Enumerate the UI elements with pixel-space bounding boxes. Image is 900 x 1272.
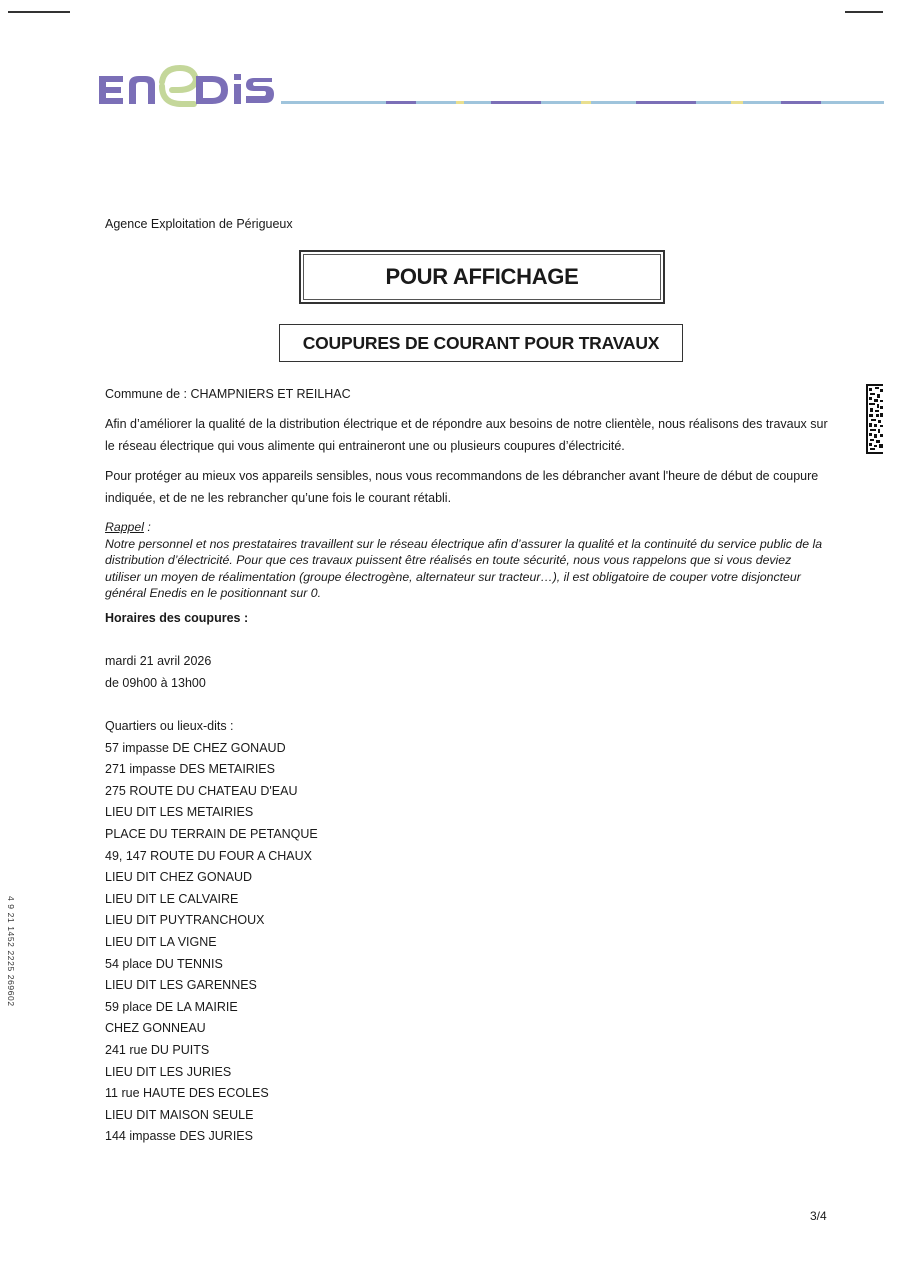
- enedis-logo: [96, 64, 281, 112]
- agency-name: Agence Exploitation de Périgueux: [105, 217, 293, 231]
- schedule-title: Horaires des coupures :: [105, 611, 249, 625]
- list-item: LIEU DIT LA VIGNE: [105, 934, 217, 949]
- list-item: LIEU DIT MAISON SEULE: [105, 1107, 254, 1122]
- reminder-block: [105, 519, 830, 602]
- list-item: LIEU DIT LES METAIRIES: [105, 805, 254, 820]
- intro-paragraph: Afin d’améliorer la qualité de la distribution électrique et de répondre aux besoins de notre clientèle, nous réalisons des travaux sur le réseau électrique qui vous alimente qui entraineront une ou plusieurs coupures d’électricité.: [105, 417, 828, 453]
- reminder-label-suffix: :: [143, 520, 151, 534]
- reminder-label: Rappel: [105, 520, 144, 534]
- scan-mark-left: [8, 11, 70, 13]
- places-list: [105, 716, 318, 1148]
- list-item: 11 rue HAUTE DES ECOLES: [105, 1086, 269, 1101]
- list-item: 59 place DE LA MAIRIE: [105, 999, 238, 1014]
- list-item: 144 impasse DES JURIES: [105, 1129, 253, 1144]
- list-item: LIEU DIT PUYTRANCHOUX: [105, 913, 265, 928]
- schedule-hours: de 09h00 à 13h00: [105, 675, 206, 690]
- subtitle-box: COUPURES DE COURANT POUR TRAVAUX: [279, 324, 683, 362]
- list-item: 49, 147 ROUTE DU FOUR A CHAUX: [105, 848, 313, 863]
- side-reference-code: [2, 896, 22, 1036]
- list-item: LIEU DIT LE CALVAIRE: [105, 891, 239, 906]
- advice-paragraph: Pour protéger au mieux vos appareils sensibles, nous vous recommandons de les débrancher avant l'heure de début de coupure indiquée, et de ne les rebrancher qu’une fois le courant rétabli.: [105, 469, 819, 505]
- header-rule: [281, 101, 884, 104]
- list-item: LIEU DIT LES JURIES: [105, 1064, 232, 1079]
- list-item: PLACE DU TERRAIN DE PETANQUE: [105, 826, 318, 841]
- list-item: LIEU DIT CHEZ GONAUD: [105, 870, 253, 885]
- reminder-heading: [105, 519, 830, 536]
- list-item: 275 ROUTE DU CHATEAU D'EAU: [105, 783, 298, 798]
- places-title: Quartiers ou lieux-dits :: [105, 719, 234, 733]
- schedule-date: mardi 21 avril 2026: [105, 654, 212, 668]
- list-item: CHEZ GONNEAU: [105, 1021, 206, 1036]
- list-item: 271 impasse DES METAIRIES: [105, 762, 275, 777]
- list-item: 57 impasse DE CHEZ GONAUD: [105, 740, 286, 755]
- commune-line: Commune de : CHAMPNIERS ET REILHAC: [105, 387, 351, 401]
- list-item: LIEU DIT LES GARENNES: [105, 978, 257, 993]
- list-item: 54 place DU TENNIS: [105, 956, 223, 971]
- page-number: 3/4: [810, 1209, 827, 1223]
- reminder-text: Notre personnel et nos prestataires travaillent sur le réseau électrique afin d’assurer la qualité et la continuité du service public de la distribution d’électricité. Pour que ces travaux puissent être réalisés en toute sécurité, nous vous rappelons que si vous deviez utiliser un moyen de réalimentation (groupe électrogène, alternateur sur tracteur…), il est obligatoire de couper votre disjoncteur général Enedis en le positionnant sur 0.: [105, 536, 823, 601]
- barcode-icon: [866, 384, 883, 454]
- schedule-block: [105, 651, 211, 694]
- list-item: 241 rue DU PUITS: [105, 1042, 210, 1057]
- side-code-text: 4 9 21 1452 2225 269602: [6, 896, 16, 1007]
- title-box: POUR AFFICHAGE: [299, 250, 665, 304]
- scan-mark-right: [845, 11, 883, 13]
